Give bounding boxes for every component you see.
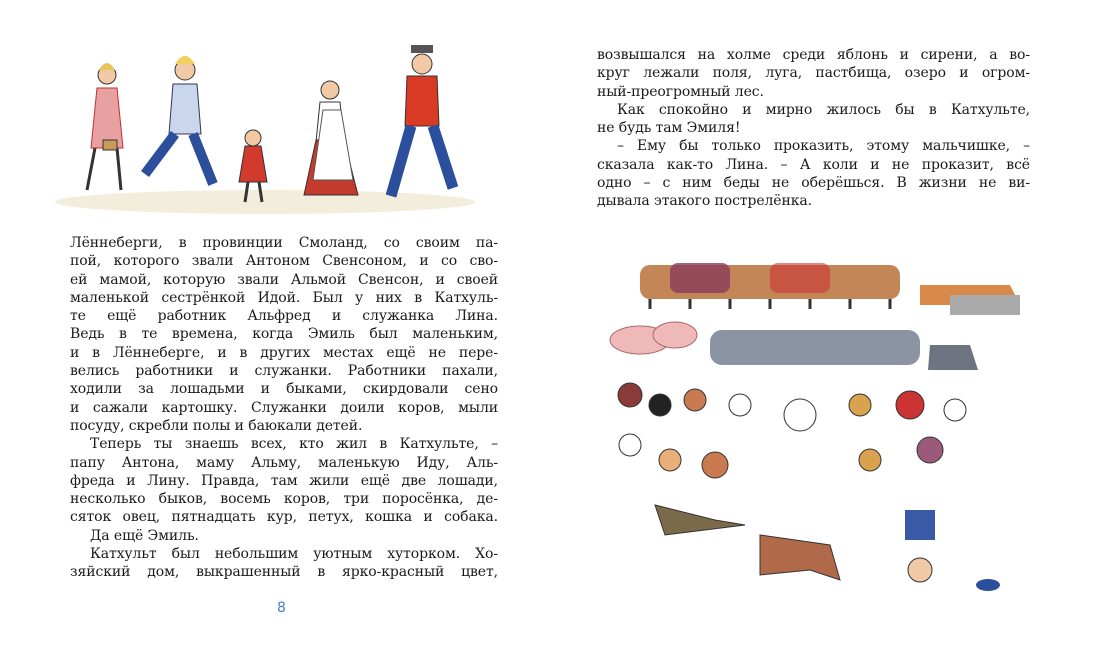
text-line: и сажали картошку. Служанки доили коров, мыли [70,399,498,416]
cows [640,263,900,309]
text-line: папу Антона, маму Альму, маленькую Иду, Аль- [70,454,498,471]
cat [655,505,745,535]
text-line: Лённеберги, в провинции Смоланд, со своим па- [70,235,498,251]
text-line: маленькой сестрёнкой Идой. Был у них в Катхуль- [70,289,498,306]
text-line: Теперь ты знаешь всех, кто жил в Катхульте, – [90,436,498,453]
text-line: зяйский дом, выкрашенный в ярко-красный цвет, [70,564,498,581]
text-line: сказала как-то Лина. – А коли и не проказит, всё [597,156,1030,173]
alma-figure [304,81,358,195]
dog [760,535,840,580]
text-line: круг лежали поля, луга, пастбища, озеро и огром- [597,65,1030,82]
emil-handstand [905,510,1000,591]
text-line: Катхульт был небольшим уютным хуторком. Хо- [90,546,498,563]
page-number: 8 [277,600,286,616]
text-line: пой, которого звали Антоном Свенсоном, и со сво- [70,253,498,270]
text-line: – Ему бы только проказить, этому мальчишке, – [617,138,1030,155]
text-line: возвышался на холме среди яблонь и сирени, а во- [597,47,1030,63]
farm-animals-illustration [600,235,1040,650]
alfred-figure [145,56,213,184]
text-line: посуду, скребли полы и баюкали детей. [70,417,363,434]
text-line: одно – с ним беды не оберёшься. В жизни не ви- [597,175,1030,192]
text-line: сяток овец, пятнадцать кур, петух, кошка и собака. [70,509,498,526]
lina-figure [87,63,123,190]
text-line: ный-преогромный лес. [597,83,764,100]
sheep [710,330,978,370]
text-line: Ведь в те времена, когда Эмиль был маленьким, [70,326,498,343]
text-line: Да ещё Эмиль. [90,527,199,544]
text-line: велись работники и служанки. Работники пахали, [70,363,498,380]
text-line: фреда и Лину. Правда, там жили ещё две лошади, [70,472,498,489]
text-line: Как спокойно и мирно жилось бы в Катхульте, [617,101,1030,118]
text-line: дывала этакого пострелёнка. [597,193,812,210]
horses [920,285,1020,315]
left-page-text [70,234,498,582]
pigs [610,322,697,354]
text-line: не будь там Эмиля! [597,120,741,137]
family-illustration [55,40,485,220]
text-line: ей мамой, которую звали Альмой Свенсон, и своей [70,271,498,288]
text-line: ходили за лошадьми и быками, скирдовали сено [70,381,498,398]
anton-figure [391,45,453,196]
text-line: несколько быков, восемь коров, три поросёнка, де- [70,491,498,508]
text-line: те ещё работник Альфред и служанка Лина. [70,308,498,325]
right-page-text [597,46,1030,211]
text-line: и в Лённеберге, и в других местах ещё не пере- [70,344,498,361]
chickens [618,383,966,478]
